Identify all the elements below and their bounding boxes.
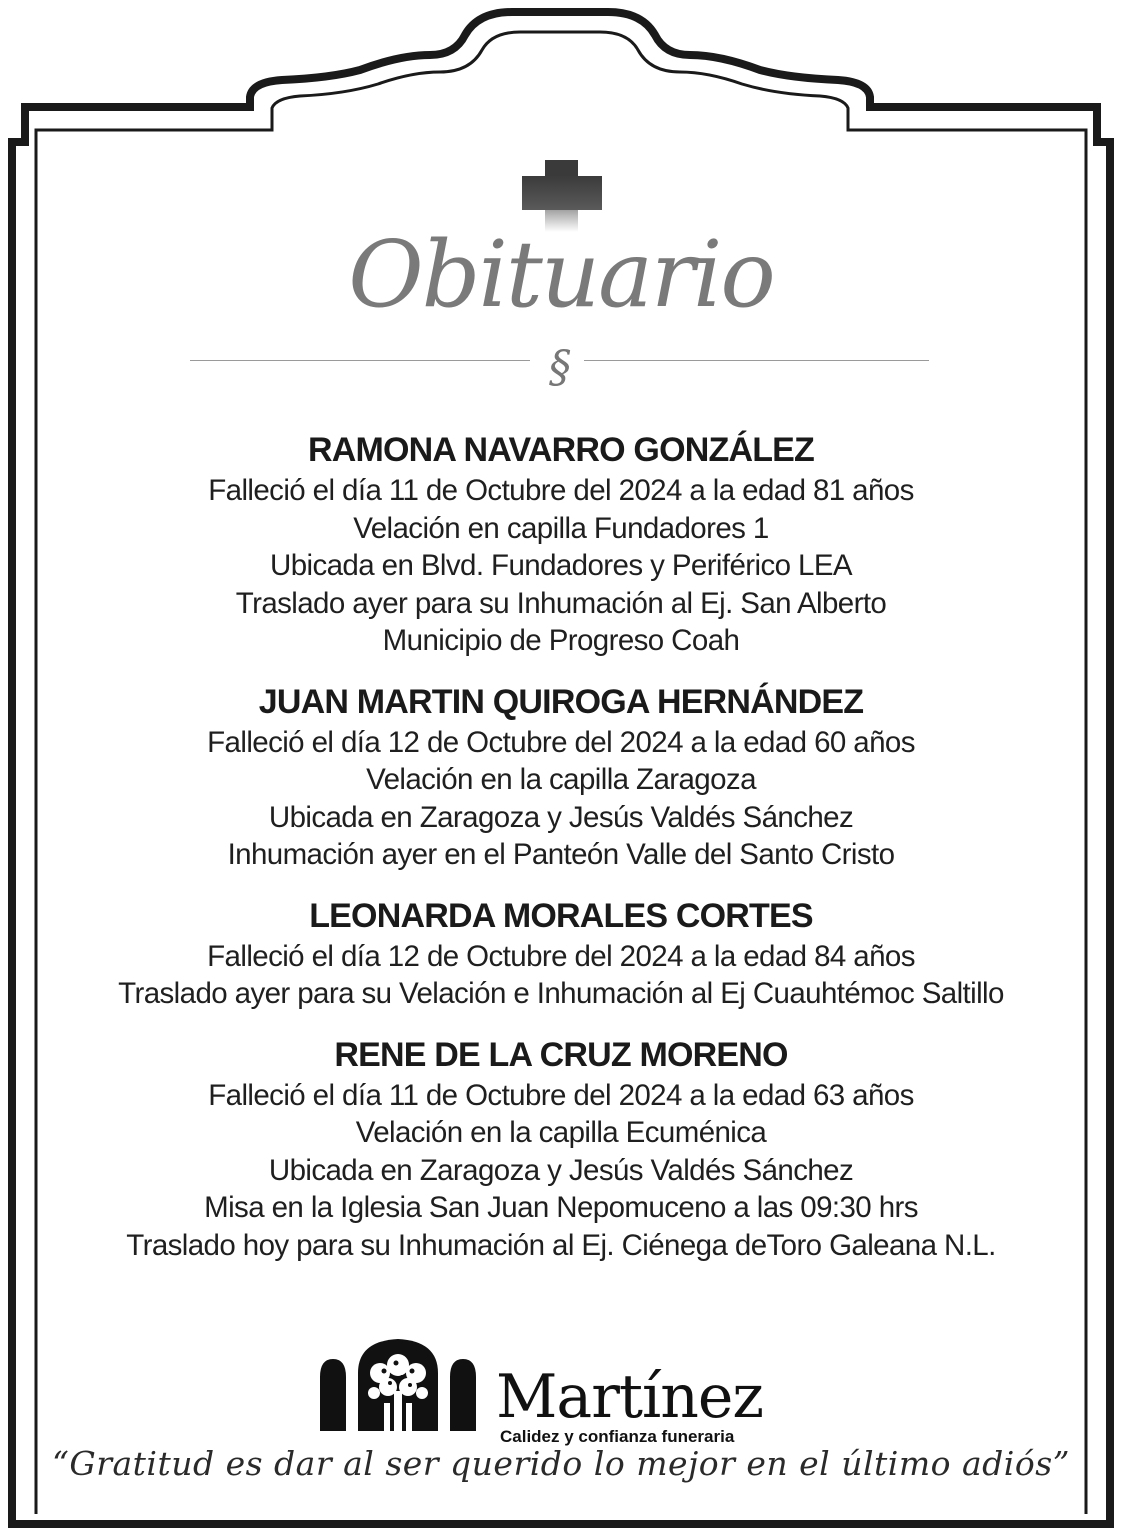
deceased-name: RENE DE LA CRUZ MORENO	[334, 1035, 788, 1074]
brand-tagline: Calidez y confianza funeraria	[500, 1427, 735, 1446]
logo-right-arch	[450, 1359, 476, 1431]
motto: “Gratitud es dar al ser querido lo mejor en el último adiós”	[51, 1444, 1071, 1483]
obituary-list	[0, 428, 1122, 1284]
obituary-entry	[0, 680, 1122, 874]
entry-line: Ubicada en Zaragoza y Jesús Valdés Sánchez	[268, 800, 854, 834]
divider-right	[584, 360, 929, 361]
entry-line: Velación en la capilla Zaragoza	[366, 763, 756, 796]
obituary-entry	[0, 1033, 1122, 1265]
entry-line: Falleció el día 11 de Octubre del 2024 a la edad 81 años	[208, 474, 914, 507]
logo-left-arch	[320, 1359, 346, 1431]
entry-line: Traslado hoy para su Inhumación al Ej. Ciénega deToro Galeana N.L.	[126, 1228, 996, 1262]
entry-line: Ubicada en Zaragoza y Jesús Valdés Sánchez	[268, 1153, 854, 1187]
entry-line: Misa en la Iglesia San Juan Nepomuceno a las 09:30 hrs	[204, 1191, 918, 1224]
entry-line: Falleció el día 11 de Octubre del 2024 a la edad 63 años	[208, 1078, 914, 1112]
cross-horizontal-bar	[522, 176, 602, 210]
entry-line: Traslado ayer para su Velación e Inhumación al Ej Cuauhtémoc Saltillo	[118, 977, 1004, 1010]
entry-line: Inhumación ayer en el Panteón Valle del Santo Cristo	[227, 838, 895, 871]
deceased-name: LEONARDA MORALES CORTES	[309, 896, 813, 935]
entry-line: Municipio de Progreso Coah	[382, 624, 740, 657]
entry-line: Falleció el día 12 de Octubre del 2024 a la edad 60 años	[207, 725, 915, 759]
entry-line: Velación en la capilla Ecuménica	[355, 1116, 767, 1149]
entry-line: Falleció el día 12 de Octubre del 2024 a la edad 84 años	[207, 939, 915, 973]
page-title: Obituario	[348, 221, 774, 328]
brand-name: Martínez	[496, 1362, 763, 1432]
deceased-name: RAMONA NAVARRO GONZÁLEZ	[307, 431, 815, 469]
obituary-entry	[0, 428, 1122, 660]
entry-line: Velación en capilla Fundadores 1	[353, 511, 769, 545]
obituary-entry	[0, 894, 1122, 1013]
deceased-name: JUAN MARTIN QUIROGA HERNÁNDEZ	[258, 682, 864, 721]
section-ornament-icon: §	[549, 342, 571, 393]
entry-line: Ubicada en Blvd. Fundadores y Periférico LEA	[270, 549, 852, 582]
divider-left	[190, 360, 530, 361]
chapel-tree-logo-icon	[318, 1337, 478, 1433]
entry-line: Traslado ayer para su Inhumación al Ej. San Alberto	[235, 586, 887, 620]
